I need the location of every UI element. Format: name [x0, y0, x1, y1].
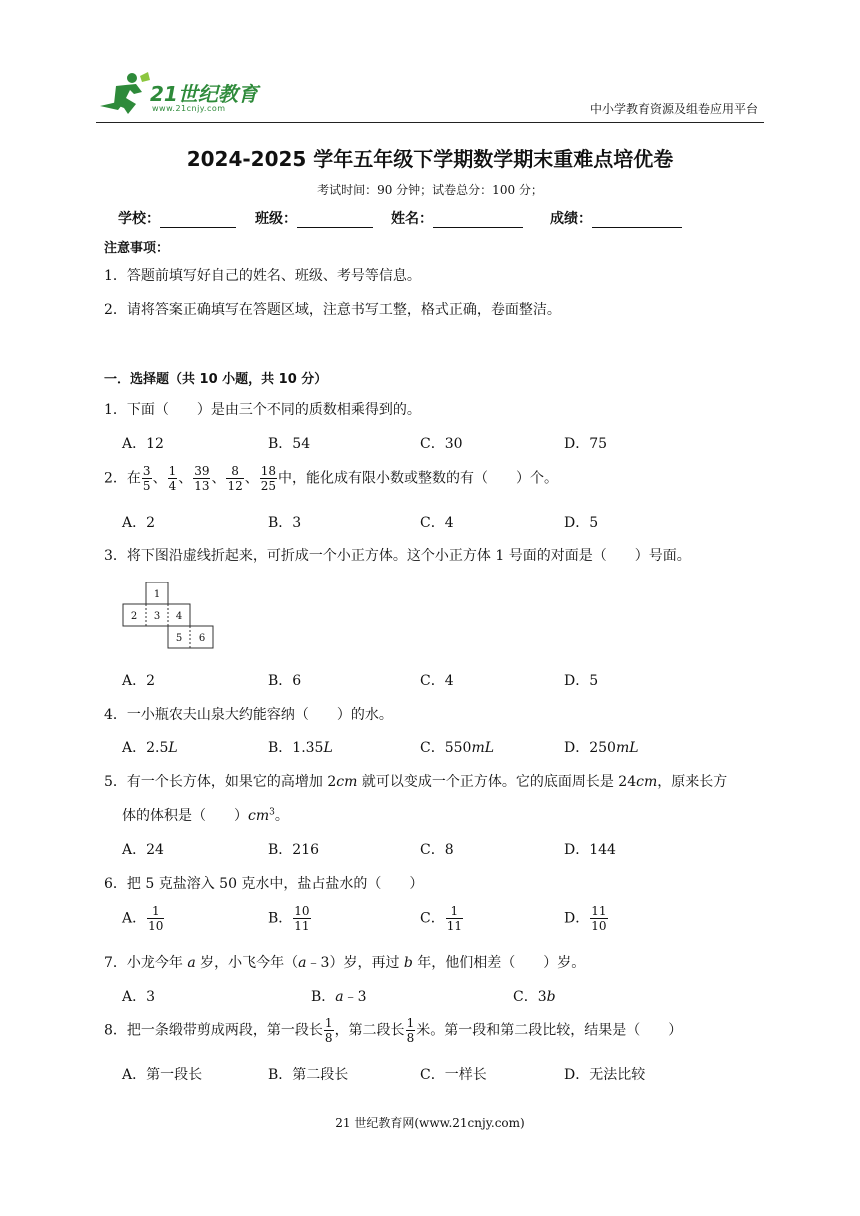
- q1-option-c[interactable]: C．30: [420, 436, 463, 452]
- q8-option-a[interactable]: A．第一段长: [122, 1067, 203, 1083]
- q3-option-b[interactable]: B．6: [268, 673, 302, 689]
- q8-option-b[interactable]: B．第二段长: [268, 1067, 349, 1083]
- q4-option-c[interactable]: C．550mL: [420, 740, 495, 756]
- platform-label: 中小学教育资源及组卷应用平台: [589, 102, 758, 116]
- q4-option-a[interactable]: A．2.5L: [122, 740, 178, 756]
- q2-option-a[interactable]: A．2: [122, 515, 156, 531]
- q8-option-c[interactable]: C．一样长: [420, 1067, 487, 1083]
- question-5-stem-line2: 体的体积是（ ）$cm^3$。: [122, 807, 289, 824]
- net-label: 6: [198, 633, 206, 644]
- note-item: 2．请将答案正确填写在答题区域，注意书写工整，格式正确，卷面整洁。: [104, 302, 561, 318]
- page-footer: 21 世纪教育网(www.21cnjy.com): [335, 1116, 525, 1130]
- q4-option-d[interactable]: D．250mL: [564, 740, 639, 756]
- net-label: 3: [153, 611, 161, 622]
- q6-option-b[interactable]: B． $\frac{10}{11}$: [268, 904, 310, 933]
- q1-option-b[interactable]: B．54: [268, 436, 311, 452]
- q6-option-a[interactable]: A． $\frac{1}{10}$: [122, 904, 164, 933]
- name-field[interactable]: [391, 208, 523, 228]
- notes-heading: 注意事项：: [104, 241, 170, 256]
- score-label: 成绩：: [550, 211, 592, 227]
- q5-option-b[interactable]: B．216: [268, 842, 320, 858]
- question-1-stem: 1．下面（ ）是由三个不同的质数相乘得到的。: [104, 402, 421, 418]
- section-heading: 一．选择题（共 10 小题，共 10 分）: [104, 372, 328, 387]
- question-4-stem: 4．一小瓶农夫山泉大约能容纳（ ）的水。: [104, 707, 393, 723]
- q3-option-c[interactable]: C．4: [420, 673, 454, 689]
- school-field[interactable]: [118, 208, 236, 228]
- question-7-stem: 7．小龙今年 a 岁，小飞今年（a﹣3）岁，再过 b 年，他们相差（ ）岁。: [104, 955, 586, 971]
- exam-title: 2024-2025 学年五年级下学期数学期末重难点培优卷: [186, 147, 674, 171]
- q2-option-c[interactable]: C．4: [420, 515, 454, 531]
- q6-option-d[interactable]: D． $\frac{11}{10}$: [564, 904, 607, 933]
- q7-option-a[interactable]: A．3: [122, 989, 156, 1005]
- q8-option-d[interactable]: D．无法比较: [564, 1067, 646, 1083]
- net-label: 2: [130, 611, 138, 622]
- cube-net-diagram: [122, 582, 214, 650]
- logo-text: 21世纪教育: [150, 82, 258, 106]
- question-2-stem: 2．在 $\frac{3}{5}$ 、 $\frac{1}{4}$ 、 $\frac{39}{13}$ 、 $\frac{8}{12}$ 、 $\frac{18}{25}$ 中，能化成有限小数或整数的有（ ）个。: [104, 464, 559, 493]
- q5-option-a[interactable]: A．24: [122, 842, 164, 858]
- q5-option-d[interactable]: D．144: [564, 842, 616, 858]
- score-field[interactable]: [550, 208, 682, 228]
- q3-option-d[interactable]: D．5: [564, 673, 599, 689]
- question-8-stem: 8．把一条缎带剪成两段，第一段长 $\frac{1}{8}$ ，第二段长 $\frac{1}{8}$ 米。第一段和第二段比较，结果是（ ）: [104, 1016, 683, 1045]
- question-6-stem: 6．把 5 克盐溶入 50 克水中，盐占盐水的（ ）: [104, 876, 424, 892]
- q1-option-a[interactable]: A．12: [122, 436, 164, 452]
- name-label: 姓名：: [391, 211, 433, 227]
- q4-option-b[interactable]: B．1.35L: [268, 740, 333, 756]
- logo-subtext: www.21cnjy.com: [152, 104, 226, 113]
- school-label: 学校：: [118, 211, 160, 227]
- exam-subtitle: 考试时间：90 分钟；试卷总分：100 分；: [317, 183, 543, 197]
- header-divider: [96, 122, 764, 123]
- net-label: 1: [153, 589, 161, 600]
- question-3-stem: 3．将下图沿虚线折起来，可折成一个小正方体。这个小正方体 1 号面的对面是（ ）号面。: [104, 548, 691, 564]
- q2-option-b[interactable]: B．3: [268, 515, 302, 531]
- note-item: 1．答题前填写好自己的姓名、班级、考号等信息。: [104, 268, 421, 284]
- class-field[interactable]: [255, 208, 373, 228]
- q3-option-a[interactable]: A．2: [122, 673, 156, 689]
- question-5-stem: 5．有一个长方体，如果它的高增加 2cm 就可以变成一个正方体。它的底面周长是 24cm，原来长方: [104, 774, 728, 790]
- q7-option-c[interactable]: C．3b: [513, 989, 556, 1005]
- q7-option-b[interactable]: B．a﹣3: [311, 989, 367, 1005]
- q1-option-d[interactable]: D．75: [564, 436, 608, 452]
- class-label: 班级：: [255, 211, 297, 227]
- net-label: 5: [175, 633, 183, 644]
- q2-option-d[interactable]: D．5: [564, 515, 599, 531]
- q5-option-c[interactable]: C．8: [420, 842, 454, 858]
- net-label: 4: [175, 611, 183, 622]
- q6-option-c[interactable]: C． $\frac{1}{11}$: [420, 904, 462, 933]
